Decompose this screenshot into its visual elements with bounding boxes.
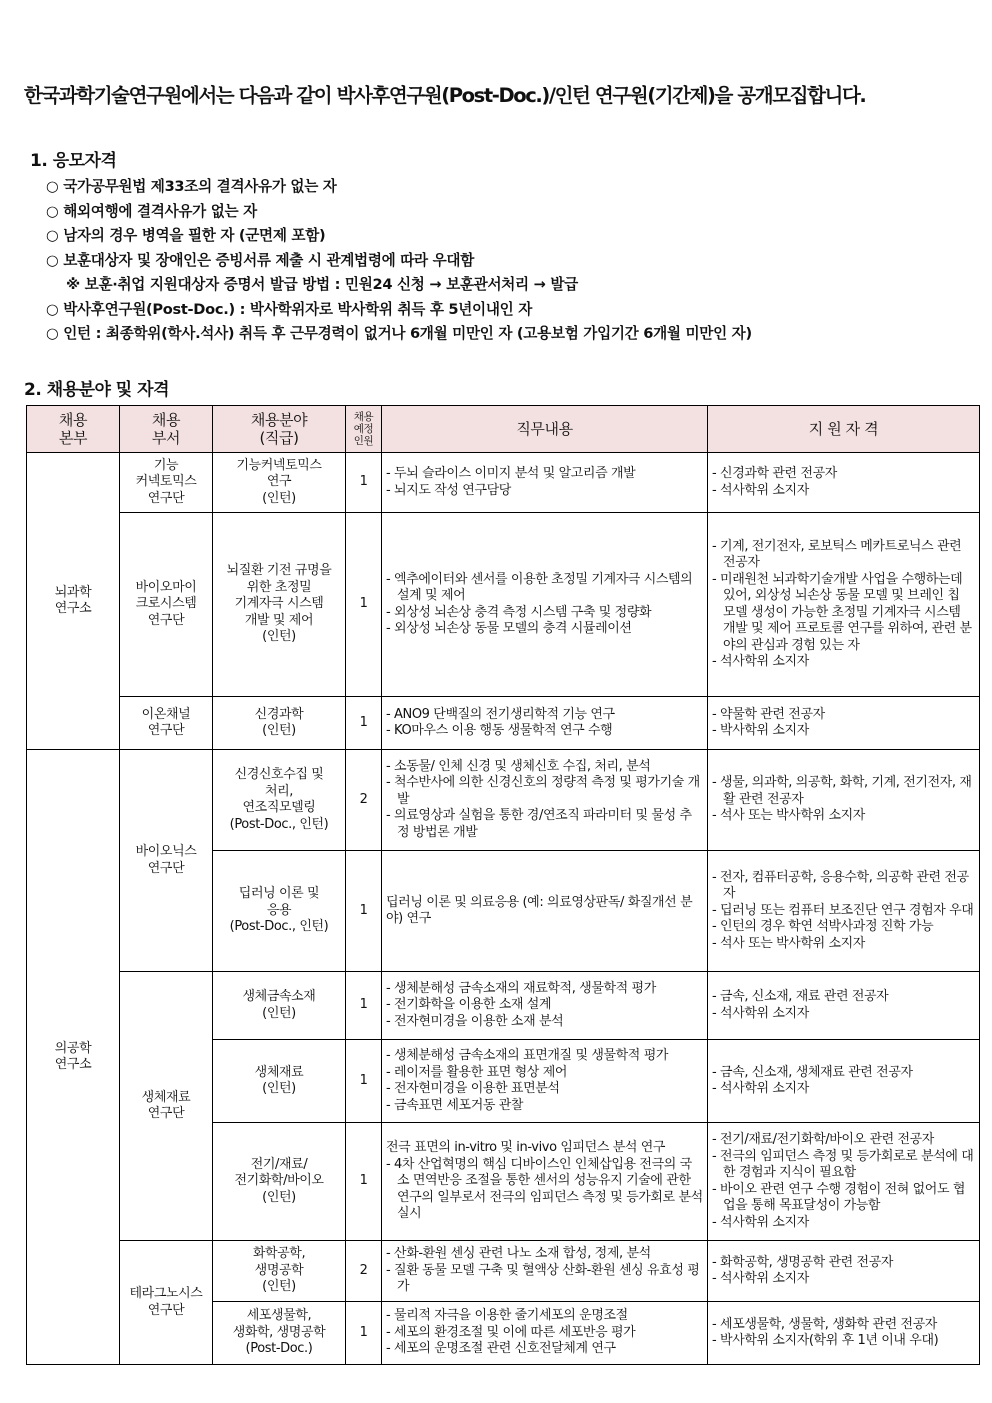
section-2-heading: 2. 채용분야 및 자격 xyxy=(24,380,169,400)
count-cell: 1 xyxy=(346,1302,382,1365)
header-field: 채용분야 (직급) xyxy=(213,406,346,453)
duty-item: - 생체분해성 금속소재의 재료학적, 생물학적 평가 xyxy=(386,981,703,998)
count-cell: 1 xyxy=(346,453,382,513)
duty-item: - 물리적 자극을 이용한 줄기세포의 운명조절 xyxy=(386,1308,703,1325)
table-row xyxy=(27,513,980,697)
field-cell: 전기/재료/ 전기화학/바이오 (인턴) xyxy=(213,1123,346,1241)
qualification-item: - 석사학위 소지자 xyxy=(712,1081,975,1098)
duty-item: - 외상성 뇌손상 동물 모델의 충격 시뮬레이션 xyxy=(386,621,703,638)
qualification-item: - 딥러닝 또는 컴퓨터 보조진단 연구 경험자 우대 xyxy=(712,903,975,920)
duty-item: - 4차 산업혁명의 핵심 디바이스인 인체삽입용 전극의 국소 면역반응 조절을 통한 센서의 성능유지 기술에 관한 연구의 일부로서 전극의 임피던스 측정 및 등가회로 분석 실시 xyxy=(386,1157,703,1223)
count-cell: 1 xyxy=(346,1040,382,1123)
page-title: 한국과학기술연구원에서는 다음과 같이 박사후연구원(Post-Doc.)/인턴 연구원(기간제)을 공개모집합니다. xyxy=(24,84,866,107)
qualification-item: - 전자, 컴퓨터공학, 응용수학, 의공학 관련 전공자 xyxy=(712,870,975,903)
duty-item: - 두뇌 슬라이스 이미지 분석 및 알고리즘 개발 xyxy=(386,466,703,483)
eligibility-item: ○ 박사후연구원(Post-Doc.) : 박사학위자로 박사학위 취득 후 5년이내인 자 xyxy=(46,300,533,318)
duties-cell xyxy=(382,851,708,972)
count-cell: 1 xyxy=(346,972,382,1040)
duties-list xyxy=(386,1246,703,1296)
field-cell: 생체금속소재 (인턴) xyxy=(213,972,346,1040)
eligibility-item: ○ 인턴 : 최종학위(학사.석사) 취득 후 근무경력이 없거나 6개월 미만인 자 (고용보험 가입기간 6개월 미만인 자) xyxy=(46,325,752,342)
duties-list xyxy=(386,895,703,928)
duties-list xyxy=(386,1140,703,1223)
qualification-cell xyxy=(708,750,980,851)
duty-item: - 생체분해성 금속소재의 표면개질 및 생물학적 평가 xyxy=(386,1048,703,1065)
qualification-cell xyxy=(708,1040,980,1123)
field-cell: 신경과학 (인턴) xyxy=(213,697,346,750)
qualification-item: - 박사학위 소지자(학위 후 1년 이내 우대) xyxy=(712,1333,975,1350)
header-duties: 직무내용 xyxy=(382,406,708,453)
qualification-cell xyxy=(708,513,980,697)
eligibility-note: ※ 보훈·취업 지원대상자 증명서 발급 방법 : 민원24 신청 → 보훈관서처리 → 발급 xyxy=(66,276,578,293)
qualification-item: - 박사학위 소지자 xyxy=(712,723,975,740)
qualification-item: - 기계, 전기전자, 로보틱스 메카트로닉스 관련 전공자 xyxy=(712,539,975,572)
qualification-list xyxy=(712,1255,975,1288)
qualification-item: - 약물학 관련 전공자 xyxy=(712,707,975,724)
duties-list xyxy=(386,759,703,842)
table-row xyxy=(27,453,980,513)
qualification-list xyxy=(712,539,975,671)
duties-cell xyxy=(382,1302,708,1365)
qualification-item: - 석사 또는 박사학위 소지자 xyxy=(712,936,975,953)
field-cell: 뇌질환 기전 규명을 위한 초정밀 기계자극 시스템 개발 및 제어 (인턴) xyxy=(213,513,346,697)
duty-item: - 외상성 뇌손상 충격 측정 시스템 구축 및 정량화 xyxy=(386,605,703,622)
field-cell: 딥러닝 이론 및 응용 (Post-Doc., 인턴) xyxy=(213,851,346,972)
duty-item: - 금속표면 세포거동 관찰 xyxy=(386,1098,703,1115)
department-cell: 바이오마이 크로시스템 연구단 xyxy=(120,513,213,697)
duties-cell xyxy=(382,972,708,1040)
duties-list xyxy=(386,707,703,740)
qualification-cell xyxy=(708,972,980,1040)
header-division: 채용 본부 xyxy=(27,406,120,453)
duties-cell xyxy=(382,453,708,513)
eligibility-item: ○ 남자의 경우 병역을 필한 자 (군면제 포함) xyxy=(46,227,326,244)
department-cell: 생체재료 연구단 xyxy=(120,972,213,1241)
qualification-item: - 전극의 임피던스 측정 및 등가회로로 분석에 대한 경험과 지식이 필요함 xyxy=(712,1149,975,1182)
qualification-item: - 금속, 신소재, 재료 관련 전공자 xyxy=(712,989,975,1006)
count-cell: 1 xyxy=(346,513,382,697)
division-cell: 의공학 연구소 xyxy=(27,750,120,1365)
duties-cell xyxy=(382,1241,708,1302)
field-cell: 신경신호수집 및 처리, 연조직모델링 (Post-Doc., 인턴) xyxy=(213,750,346,851)
qualification-item: - 세포생물학, 생물학, 생화학 관련 전공자 xyxy=(712,1317,975,1334)
duties-list xyxy=(386,572,703,638)
duties-cell xyxy=(382,750,708,851)
qualification-item: - 미래원천 뇌과학기술개발 사업을 수행하는데 있어, 외상성 뇌손상 동물 모델 및 브레인 칩 모델 생성이 가능한 초정밀 기계자극 시스템 개발 및 제어 프로토콜 연구를 위하여, 관련 분야의 관심과 경험 있는 자 xyxy=(712,572,975,655)
duty-item: - 레이저를 활용한 표면 형상 제어 xyxy=(386,1065,703,1082)
qualification-list xyxy=(712,989,975,1022)
duty-item: - 전기화학을 이용한 소재 설계 xyxy=(386,997,703,1014)
duties-list xyxy=(386,981,703,1031)
qualification-item: - 석사 또는 박사학위 소지자 xyxy=(712,808,975,825)
count-cell: 1 xyxy=(346,851,382,972)
duties-cell xyxy=(382,697,708,750)
header-qualification: 지 원 자 격 xyxy=(708,406,980,453)
duty-item: - 소동물/ 인체 신경 및 생체신호 수집, 처리, 분석 xyxy=(386,759,703,776)
qualification-list xyxy=(712,775,975,825)
duty-item: - 전자현미경을 이용한 표면분석 xyxy=(386,1081,703,1098)
duty-item: - 척수반사에 의한 신경신호의 정량적 측정 및 평가기술 개발 xyxy=(386,775,703,808)
qualification-cell xyxy=(708,1123,980,1241)
qualification-list xyxy=(712,870,975,953)
qualification-item: - 전기/재료/전기화학/바이오 관련 전공자 xyxy=(712,1132,975,1149)
table-row xyxy=(27,972,980,1040)
duty-item: - ANO9 단백질의 전기생리학적 기능 연구 xyxy=(386,707,703,724)
qualification-item: - 금속, 신소재, 생체재료 관련 전공자 xyxy=(712,1065,975,1082)
qualification-item: - 석사학위 소지자 xyxy=(712,1006,975,1023)
duty-item: - 산화-환원 센싱 관련 나노 소재 합성, 정제, 분석 xyxy=(386,1246,703,1263)
table-row xyxy=(27,1241,980,1302)
header-count: 채용 예정 인원 xyxy=(346,406,382,453)
qualification-item: - 바이오 관련 연구 수행 경험이 전혀 없어도 협업을 통해 목표달성이 가능함 xyxy=(712,1182,975,1215)
duties-cell xyxy=(382,1123,708,1241)
qualification-item: - 인턴의 경우 학연 석박사과정 진학 가능 xyxy=(712,919,975,936)
qualification-cell xyxy=(708,851,980,972)
header-dept: 채용 부서 xyxy=(120,406,213,453)
duty-item: - 세포의 운명조절 관련 신호전달체계 연구 xyxy=(386,1341,703,1358)
table-row xyxy=(27,697,980,750)
qualification-item: - 석사학위 소지자 xyxy=(712,1215,975,1232)
duty-item: - KO마우스 이용 행동 생물학적 연구 수행 xyxy=(386,723,703,740)
field-cell: 기능커넥토믹스 연구 (인턴) xyxy=(213,453,346,513)
section-1-heading: 1. 응모자격 xyxy=(30,151,117,171)
qualification-list xyxy=(712,707,975,740)
count-cell: 1 xyxy=(346,697,382,750)
qualification-item: - 화학공학, 생명공학 관련 전공자 xyxy=(712,1255,975,1272)
department-cell: 이온채널 연구단 xyxy=(120,697,213,750)
department-cell: 기능 커넥토믹스 연구단 xyxy=(120,453,213,513)
department-cell: 테라그노시스 연구단 xyxy=(120,1241,213,1365)
duties-cell xyxy=(382,1040,708,1123)
duty-item: - 질환 동물 모델 구축 및 혈액상 산화-환원 센싱 유효성 평가 xyxy=(386,1263,703,1296)
qualification-item: - 생물, 의과학, 의공학, 화학, 기계, 전기전자, 재활 관련 전공자 xyxy=(712,775,975,808)
qualification-list xyxy=(712,466,975,499)
count-cell: 2 xyxy=(346,1241,382,1302)
field-cell: 세포생물학, 생화학, 생명공학 (Post-Doc.) xyxy=(213,1302,346,1365)
qualification-item: - 신경과학 관련 전공자 xyxy=(712,466,975,483)
table-header-row xyxy=(27,406,980,453)
duty-lead: 전극 표면의 in-vitro 및 in-vivo 임피던스 분석 연구 xyxy=(386,1140,666,1156)
qualification-cell xyxy=(708,1302,980,1365)
duty-item: - 엑추에이터와 센서를 이용한 초정밀 기계자극 시스템의 설계 및 제어 xyxy=(386,572,703,605)
department-cell: 바이오닉스 연구단 xyxy=(120,750,213,972)
division-cell: 뇌과학 연구소 xyxy=(27,453,120,750)
count-cell: 2 xyxy=(346,750,382,851)
qualification-list xyxy=(712,1317,975,1350)
duties-list xyxy=(386,1308,703,1358)
qualification-item: - 석사학위 소지자 xyxy=(712,654,975,671)
eligibility-item: ○ 해외여행에 결격사유가 없는 자 xyxy=(46,202,257,220)
field-cell: 화학공학, 생명공학 (인턴) xyxy=(213,1241,346,1302)
duties-list xyxy=(386,466,703,499)
eligibility-list xyxy=(46,175,976,347)
duty-item: - 세포의 환경조절 및 이에 따른 세포반응 평가 xyxy=(386,1325,703,1342)
recruitment-table xyxy=(26,405,980,1365)
qualification-list xyxy=(712,1132,975,1231)
duties-list xyxy=(386,1048,703,1114)
eligibility-item: ○ 국가공무원법 제33조의 결격사유가 없는 자 xyxy=(46,178,337,195)
duty-item: 딥러닝 이론 및 의료응용 (예: 의료영상판독/ 화질개선 분야) 연구 xyxy=(386,894,693,926)
duty-item: - 의료영상과 실험을 통한 경/연조직 파라미터 및 물성 추정 방법론 개발 xyxy=(386,808,703,841)
duty-item: - 뇌지도 작성 연구담당 xyxy=(386,483,703,500)
duties-cell xyxy=(382,513,708,697)
qualification-item: - 석사학위 소지자 xyxy=(712,483,975,500)
eligibility-item: ○ 보훈대상자 및 장애인은 증빙서류 제출 시 관계법령에 따라 우대함 xyxy=(46,251,474,269)
qualification-cell xyxy=(708,1241,980,1302)
qualification-cell xyxy=(708,697,980,750)
count-cell: 1 xyxy=(346,1123,382,1241)
qualification-cell xyxy=(708,453,980,513)
table-row xyxy=(27,750,980,851)
field-cell: 생체재료 (인턴) xyxy=(213,1040,346,1123)
qualification-list xyxy=(712,1065,975,1098)
duty-item: - 전자현미경을 이용한 소재 분석 xyxy=(386,1014,703,1031)
qualification-item: - 석사학위 소지자 xyxy=(712,1271,975,1288)
